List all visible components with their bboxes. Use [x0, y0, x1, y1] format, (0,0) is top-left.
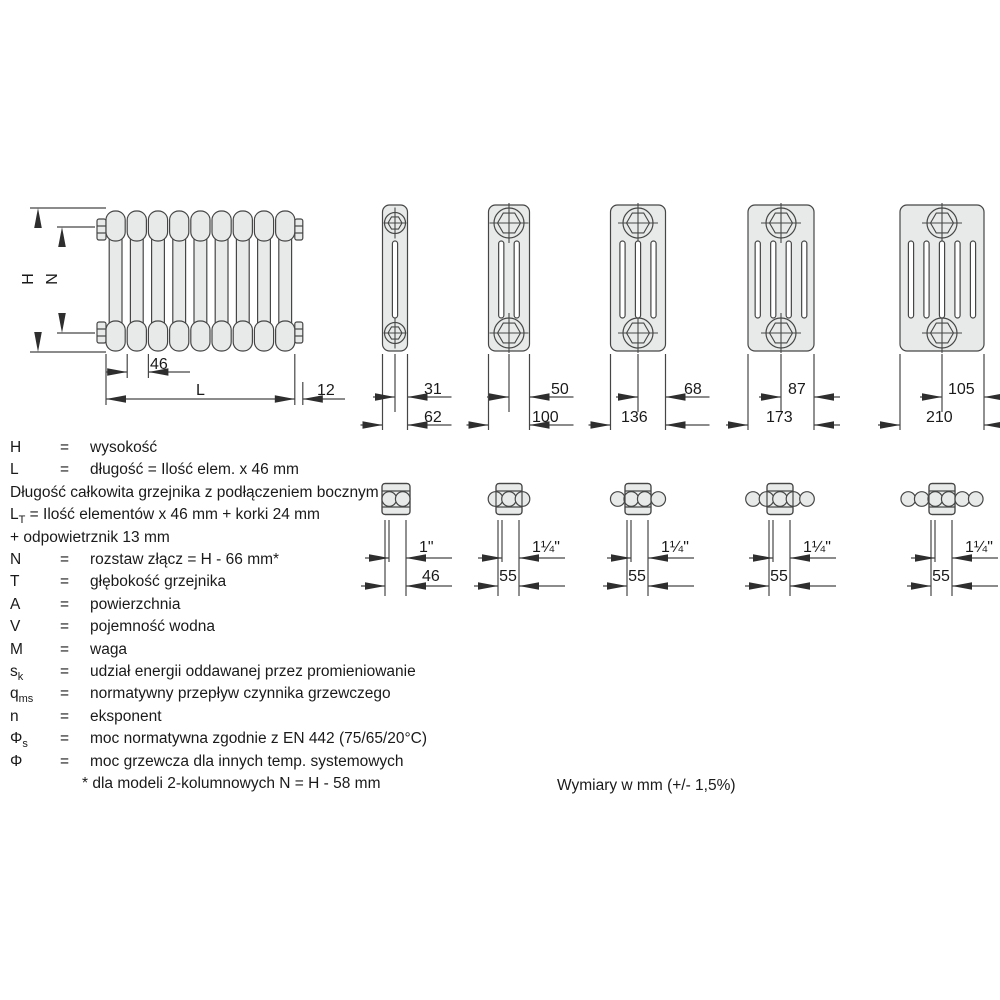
legend-row [10, 459, 558, 481]
front-element-width-label: 46 [150, 356, 168, 373]
topview-pitch-label: 46 [422, 568, 440, 585]
legend-symbol: H [10, 439, 22, 456]
legend-desc: moc grzewcza dla innych temp. systemowych [90, 752, 404, 770]
legend-row [10, 594, 558, 616]
legend-text: + odpowietrznik 13 mm [10, 528, 170, 546]
legend-equals: = [60, 640, 70, 658]
legend-row [10, 706, 558, 728]
legend-symbol: Φ [10, 752, 23, 770]
section-depth-label: 210 [926, 409, 953, 426]
topview-dimensions [907, 520, 998, 596]
legend-row [10, 549, 558, 571]
legend-footnote-row [10, 773, 558, 795]
section-view-5col [748, 203, 814, 353]
symbol-legend [10, 437, 558, 796]
legend-symbol: T [10, 573, 20, 591]
topview-thread-label: 1¼" [803, 539, 831, 556]
legend-row [10, 728, 558, 750]
legend-text: * dla modeli 2-kolumnowych N = H - 58 mm [82, 775, 381, 793]
legend-row [10, 639, 558, 661]
section-view-4col [611, 203, 666, 353]
dimensions-note: Wymiary w mm (+/- 1,5%) [557, 777, 736, 794]
legend-row [10, 616, 558, 638]
section-half-depth-label: 87 [788, 381, 806, 398]
section-view-6col [900, 203, 984, 353]
front-height-label: H [20, 273, 37, 285]
legend-row [10, 683, 558, 705]
topview-thread-label: 1¼" [965, 539, 993, 556]
front-side-conn-label: 12 [317, 382, 335, 399]
legend-desc: moc normatywna zgodnie z EN 442 (75/65/20°C) [90, 730, 428, 748]
legend-symbol: N [10, 551, 22, 569]
legend-desc: głębokość grzejnika [90, 573, 227, 591]
legend-equals: = [60, 595, 70, 613]
legend-desc: pojemność wodna [90, 618, 215, 636]
section-view-3col [489, 203, 530, 353]
legend-row [10, 527, 558, 549]
legend-equals: = [60, 663, 70, 681]
topview-pitch-label: 55 [770, 568, 788, 585]
legend-desc: normatywny przepływ czynnika grzewczego [90, 685, 391, 703]
topview-pitch-label: 55 [932, 568, 950, 585]
legend-equals: = [60, 730, 70, 748]
legend-desc: rozstaw złącz = H - 66 mm* [90, 551, 280, 569]
legend-equals: = [60, 707, 70, 725]
legend-symbol: n [10, 707, 19, 725]
section-view-2col [383, 205, 408, 351]
legend-equals: = [60, 573, 70, 591]
section-depth-label: 136 [621, 409, 648, 426]
legend-desc: długość = Ilość elem. x 46 mm [90, 461, 299, 479]
legend-symbol: L [10, 461, 19, 479]
legend-symbol: $q_{ms}$ [10, 685, 34, 706]
legend-symbol: $\Phi_s$ [10, 730, 28, 751]
legend-row [10, 571, 558, 593]
section-depth-label: 62 [424, 409, 442, 426]
legend-equals: = [60, 752, 70, 770]
legend-desc: udział energii oddawanej przez promieniowanie [90, 663, 416, 681]
top-view-4col [610, 484, 665, 515]
legend-desc: waga [90, 640, 128, 658]
legend-row [10, 437, 558, 459]
section-depth-label: 173 [766, 409, 793, 426]
legend-desc: wysokość [90, 439, 158, 456]
legend-equals: = [60, 685, 70, 703]
topview-thread-label: 1¼" [661, 539, 689, 556]
section-half-depth-label: 68 [684, 381, 702, 398]
legend-row [10, 661, 558, 683]
legend-equals: = [60, 439, 70, 456]
section-half-depth-label: 105 [948, 381, 975, 398]
legend-symbol: V [10, 618, 21, 636]
topview-thread-label: 1¼" [532, 539, 560, 556]
legend-row [10, 482, 558, 504]
legend-symbol: M [10, 640, 23, 658]
topview-dimensions [603, 520, 694, 596]
front-conn-spacing-label: N [44, 273, 61, 285]
topview-thread-label: 1" [419, 539, 434, 556]
section-depth-label: 100 [532, 409, 559, 426]
legend-equals: = [60, 618, 70, 636]
legend-equals: = [60, 551, 70, 569]
legend-symbol-sub: T [18, 514, 26, 527]
front-view [97, 211, 303, 351]
topview-pitch-label: 55 [628, 568, 646, 585]
legend-text: = Ilość elementów x 46 mm + korki 24 mm [25, 506, 320, 524]
legend-equals: = [60, 461, 70, 479]
top-view-5col [746, 484, 815, 515]
section-half-depth-label: 31 [424, 381, 442, 398]
front-length-label: L [196, 382, 205, 399]
legend-symbol: $s_k$ [10, 663, 24, 684]
topview-pitch-label: 55 [499, 568, 517, 585]
top-view-6col [901, 484, 983, 515]
topview-dimensions [745, 520, 836, 596]
legend-row [10, 504, 558, 526]
legend-symbol: L [10, 506, 19, 524]
section-half-depth-label: 50 [551, 381, 569, 398]
legend-desc: eksponent [90, 707, 162, 725]
legend-desc: powierzchnia [90, 595, 181, 613]
legend-text: Długość całkowita grzejnika z podłączeniem bocznym [10, 483, 379, 501]
legend-row [10, 751, 558, 773]
legend-symbol: A [10, 595, 21, 613]
